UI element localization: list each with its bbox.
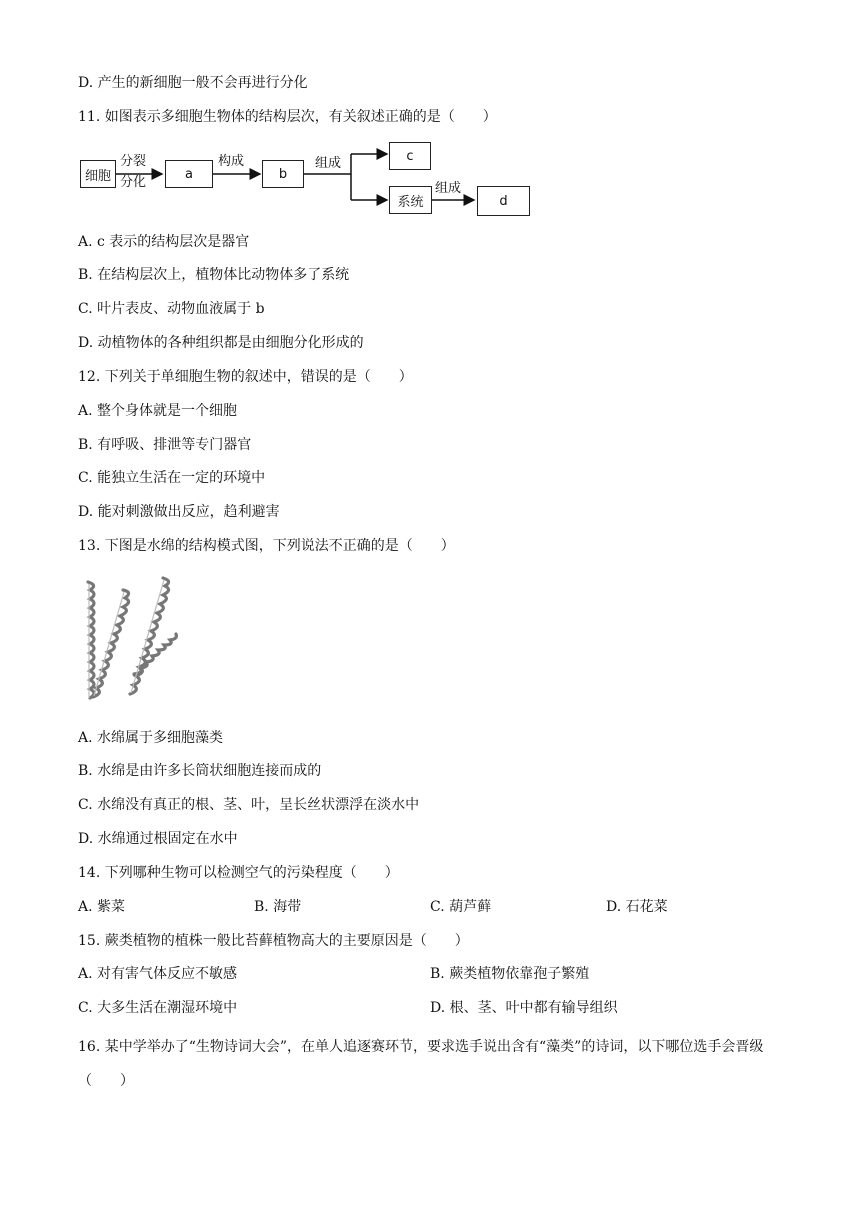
question-12-option-b: B. 有呼吸、排泄等专门器官 — [78, 437, 252, 453]
question-14-option-a: A. 紫菜 — [78, 899, 126, 915]
question-14-stem: 14. 下列哪种生物可以检测空气的污染程度（ ） — [78, 865, 399, 881]
compose-label-3: 组成 — [435, 181, 462, 196]
question-14-option-d: D. 石花菜 — [606, 899, 668, 915]
structure-hierarchy-diagram — [78, 140, 538, 220]
question-13-option-b: B. 水绵是由许多长筒状细胞连接而成的 — [78, 763, 322, 779]
spirogyra-illustration — [78, 572, 178, 704]
box-a: a — [165, 160, 213, 188]
question-15-option-a: A. 对有害气体反应不敏感 — [78, 966, 238, 982]
question-12-option-c: C. 能独立生活在一定的环境中 — [78, 470, 266, 486]
question-11-stem: 11. 如图表示多细胞生物体的结构层次，有关叙述正确的是（ ） — [78, 109, 497, 125]
question-13-option-c: C. 水绵没有真正的根、茎、叶，呈长丝状漂浮在淡水中 — [78, 797, 420, 813]
cell-box: 细胞 — [80, 160, 116, 188]
question-13-option-a: A. 水绵属于多细胞藻类 — [78, 730, 224, 746]
compose-label-1: 构成 — [218, 154, 245, 169]
diagram-arrows — [78, 140, 538, 220]
question-11-option-a: A. c 表示的结构层次是器官 — [78, 234, 250, 250]
question-11-option-d: D. 动植物体的各种组织都是由细胞分化形成的 — [78, 335, 364, 351]
question-12-option-a: A. 整个身体就是一个细胞 — [78, 403, 238, 419]
question-13-stem: 13. 下图是水绵的结构模式图，下列说法不正确的是（ ） — [78, 538, 455, 554]
differentiate-label: 分化 — [120, 175, 147, 190]
question-11-option-c: C. 叶片表皮、动物血液属于 b — [78, 301, 265, 317]
question-15-option-c: C. 大多生活在潮湿环境中 — [78, 1000, 238, 1016]
question-15-stem: 15. 蕨类植物的植株一般比苔藓植物高大的主要原因是（ ） — [78, 933, 469, 949]
system-box: 系统 — [389, 186, 432, 214]
question-16-stem: 16. 某中学举办了“生物诗词大会”，在单人追逐赛环节，要求选手说出含有“藻类”的诗词，以下哪位选手会晋级（ ） — [78, 1039, 764, 1089]
question-13-option-d: D. 水绵通过根固定在水中 — [78, 831, 238, 847]
question-15-option-b: B. 蕨类植物依靠孢子繁殖 — [430, 966, 590, 982]
box-c: c — [389, 142, 431, 170]
question-11-option-b: B. 在结构层次上，植物体比动物体多了系统 — [78, 267, 350, 283]
question-10-option-d: D. 产生的新细胞一般不会再进行分化 — [78, 75, 308, 91]
box-d: d — [477, 186, 530, 216]
question-14-option-b: B. 海带 — [254, 899, 302, 915]
question-12-option-d: D. 能对刺激做出反应，趋利避害 — [78, 504, 280, 520]
box-b: b — [262, 160, 304, 188]
question-15-option-d: D. 根、茎、叶中都有输导组织 — [430, 1000, 618, 1016]
compose-label-2: 组成 — [315, 156, 342, 171]
question-14-option-c: C. 葫芦藓 — [430, 899, 492, 915]
divide-label: 分裂 — [120, 154, 147, 169]
question-12-stem: 12. 下列关于单细胞生物的叙述中，错误的是（ ） — [78, 369, 413, 385]
